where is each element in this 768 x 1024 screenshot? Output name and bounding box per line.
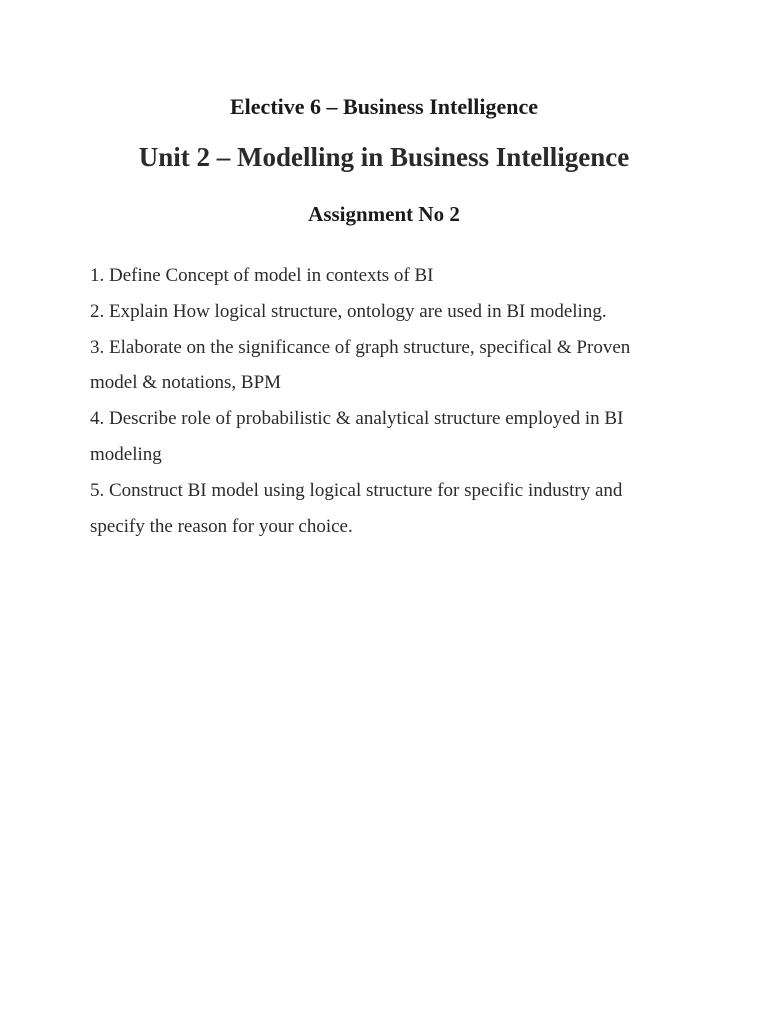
elective-title: Elective 6 – Business Intelligence [230,94,538,119]
question-item: 1. Define Concept of model in contexts of BI [90,265,434,286]
question-item: 5. Construct BI model using logical structure for specific industry and specify the reason for your choice. [90,479,623,537]
question-item: 3. Elaborate on the significance of graph structure, specifical & Proven model & notations, BPM [90,336,631,394]
question-item: 2. Explain How logical structure, ontology are used in BI modeling. [90,300,607,322]
question-item: 4. Describe role of probabilistic & analytical structure employed in BI modeling [90,408,624,465]
unit-title: Unit 2 – Modelling in Business Intelligence [138,142,630,172]
question-list [90,258,680,544]
assignment-title: Assignment No 2 [308,202,460,226]
